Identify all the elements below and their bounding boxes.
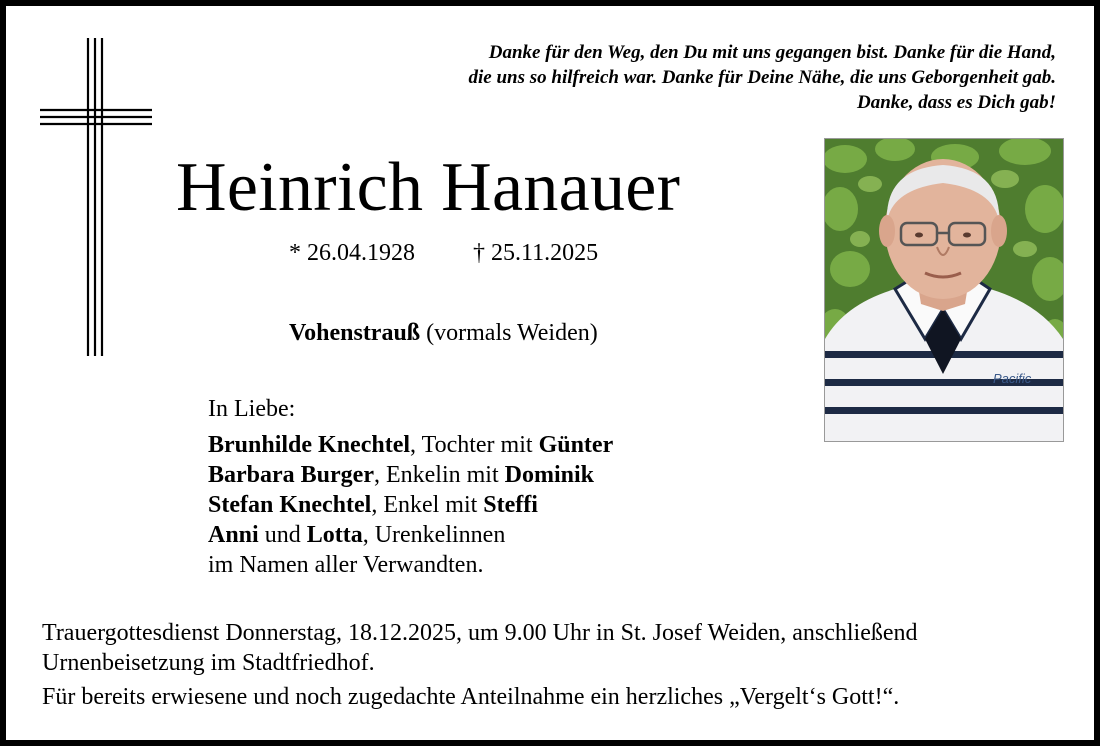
mourner-relation: , Enkelin mit — [373, 462, 505, 488]
mourner-line — [208, 520, 613, 550]
birth-date: * 26.04.1928 — [289, 240, 415, 266]
cross-icon — [40, 38, 152, 356]
mourner-relation: und — [258, 522, 307, 548]
thanks-note: Für bereits erwiesene und noch zugedachte Anteilnahme ein herzliches „Vergelt‘s Gott!“. — [42, 684, 900, 710]
residence-town: Vohenstrauß — [289, 320, 421, 346]
quote-line: Danke für den Weg, den Du mit uns gegangen bist. Danke für die Hand, — [488, 42, 1056, 63]
mourner-line — [208, 490, 613, 520]
mourner-name: Dominik — [504, 462, 594, 488]
life-dates — [289, 240, 598, 267]
mourner-name: Brunhilde Knechtel — [208, 432, 411, 458]
residence-former: (vormals Weiden) — [420, 320, 598, 346]
service-line: Urnenbeisetzung im Stadtfriedhof. — [42, 650, 375, 676]
mourner-line — [208, 430, 613, 460]
mourners-list — [208, 394, 613, 580]
service-line: Trauergottesdienst Donnerstag, 18.12.2025, um 9.00 Uhr in St. Josef Weiden, anschließend — [42, 620, 918, 646]
mourner-relation: , Tochter mit — [410, 432, 539, 458]
residence — [289, 320, 598, 347]
portrait-photo — [824, 138, 1064, 442]
quote-line: Danke, dass es Dich gab! — [857, 92, 1056, 113]
mourner-closing: im Namen aller Verwandten. — [208, 552, 484, 578]
death-date: † 25.11.2025 — [473, 240, 599, 266]
mourner-line — [208, 550, 613, 580]
quote-line: die uns so hilfreich war. Danke für Deine Nähe, die uns Geborgenheit gab. — [468, 67, 1056, 88]
shirt-print: Pacific — [993, 371, 1032, 386]
mourner-relation: , Urenkelinnen — [362, 522, 506, 548]
mourner-name: Steffi — [483, 492, 538, 518]
mourner-name: Barbara Burger — [208, 462, 374, 488]
mourner-name: Anni — [208, 522, 259, 548]
deceased-name: Heinrich Hanauer — [176, 149, 681, 226]
funeral-service-info — [42, 618, 918, 678]
mourner-name: Lotta — [306, 522, 363, 548]
mourners-intro: In Liebe: — [208, 396, 296, 422]
memorial-quote — [296, 40, 1056, 115]
mourner-line — [208, 460, 613, 490]
mourner-relation: , Enkel mit — [371, 492, 484, 518]
mourner-name: Stefan Knechtel — [208, 492, 372, 518]
mourner-name: Günter — [538, 432, 614, 458]
